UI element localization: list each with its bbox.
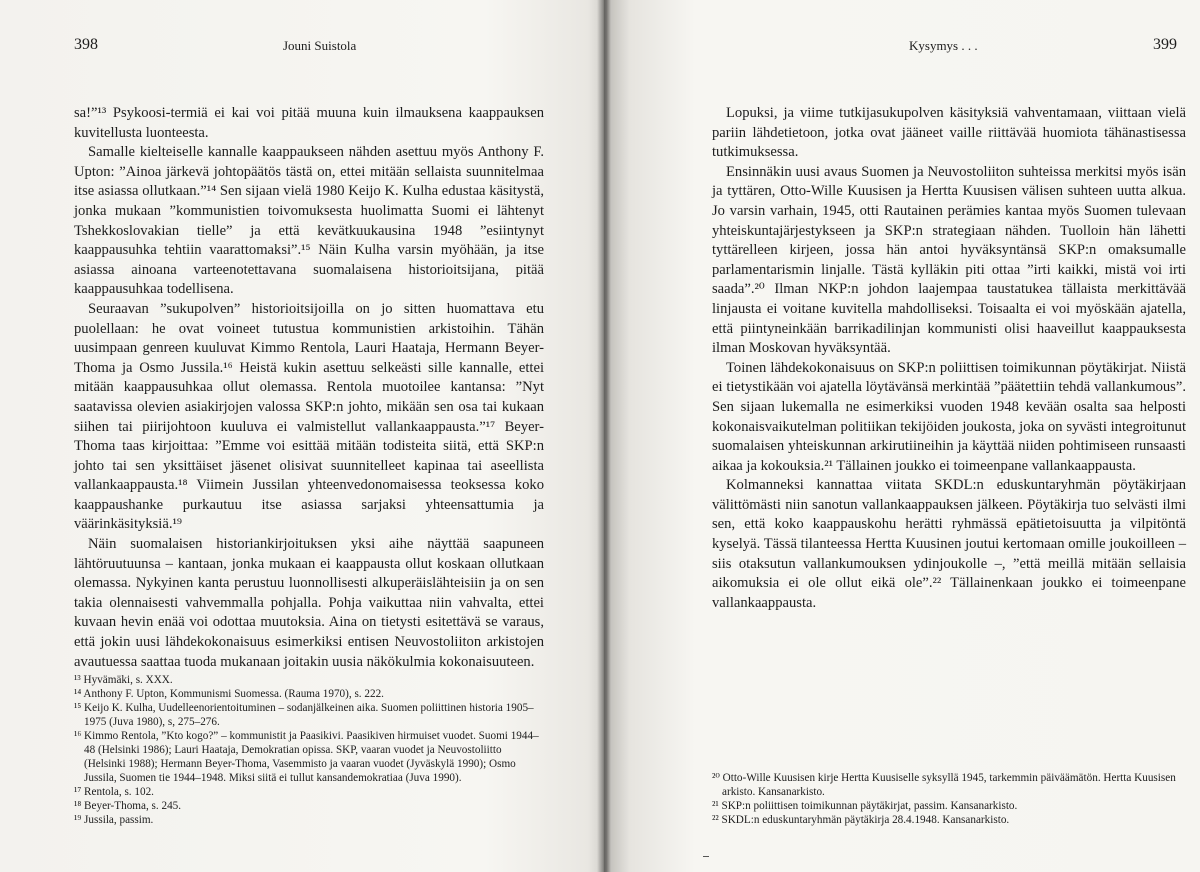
right-running-head: Kysymys . . . [909, 38, 978, 53]
left-paragraph-2: Samalle kielteiselle kannalle kaappaukseen nähden asettuu myös Anthony F. Upton: ”Ainoa järkevä johtopäätös tästä on, ettei mitään sellaista suunnitelmaa itse asiassa ollutkaan.”¹⁴ Sen sijaan vielä 1980 Keijo K. Kulha edustaa käsitystä, jonka mukaan ”kommunistien toivomuksesta huolimatta Suomi ei lähtenyt Tshekkoslovakian tielle” ja että kevätkuukausina 1948 ”esiintynyt kaappausuhka tehtiin vaarattomaksi”.¹⁵ Näin Kulha varsin myöhään, ja itse asiassa ainoana varteenotettavana suomalaisena historioitsijana, pitää kaappausuhkaa todellisena. [74, 144, 544, 298]
stray-mark [703, 856, 709, 857]
footnote-13: ¹³ Hyvämäki, s. XXX. [74, 674, 173, 686]
footnote-20: ²⁰ Otto-Wille Kuusisen kirje Hertta Kuusiselle syksyllä 1945, tarkemmin päiväämätön. Hertta Kuusisen arkisto. Kansanarkisto. [712, 772, 1176, 798]
footnote-18: ¹⁸ Beyer-Thoma, s. 245. [74, 800, 182, 812]
left-running-head: Jouni Suistola [283, 38, 357, 53]
footnote-14: ¹⁴ Anthony F. Upton, Kommunismi Suomessa. (Rauma 1970), s. 222. [74, 688, 384, 700]
right-footnotes [712, 771, 1186, 827]
right-page [606, 0, 1200, 872]
left-paragraph-1: sa!”¹³ Psykoosi-termiä ei kai voi pitää muuna kuin ilmauksena kaappauksen kuvitellusta luonteesta. [74, 105, 544, 141]
right-page-number: 399 [1153, 36, 1177, 53]
right-paragraph-3: Toinen lähdekokonaisuus on SKP:n poliittisen toimikunnan pöytäkirjat. Niistä ei tietystikään voi ajatella löytävänsä merkintää ”päätettiin tehdä vallankumous”. Sen sijaan lukemalla ne esimerkiksi vuoden 1948 kevään osalta saa helposti kokonaisvaikutelman politiikan tekijöiden joukosta, joka on syvästi integroitunut suomalaisen yhteiskunnan arkirutiineihin ja käyttää niiden pohtimiseen runsaasti aikaa ja kokouksia.²¹ Tällainen joukko ei toimeenpane vallankaappausta. [712, 359, 1186, 474]
right-paragraph-1: Lopuksi, ja viime tutkijasukupolven käsityksiä vahventamaan, viittaan vielä pariin lähdetietoon, jotka ovat jääneet vaille riittävää huomiota tähänastisessa tutkimuksessa. [712, 105, 1186, 161]
right-body-text [712, 104, 1186, 613]
footnote-16: ¹⁶ Kimmo Rentola, ”Kto kogo?” – kommunistit ja Paasikivi. Paasikiven hirmuiset vuodet. Suomi 1944–48 (Helsinki 1986); Lauri Haataja, Demokratian opissa. SKP, vaaran vuodet ja Neuvostoliitto (Helsinki 1988); Hermann Beyer-Thoma, Vasemmisto ja vaaran vuodet (Jyväskylä 1990); Osmo Jussila, Suomen tie 1944–1948. Miksi siitä ei tullut kansandemokratiaa (Juva 1990). [74, 730, 539, 784]
left-footnotes [74, 673, 544, 827]
left-page-number: 398 [74, 36, 98, 53]
right-paragraph-4: Kolmanneksi kannattaa viitata SKDL:n eduskuntaryhmän pöytäkirjaan välittömästi niin sanotun vallankaappauksen jälkeen. Pöytäkirja tuo selvästi ilmi sen, että koko kaappauskohu herätti ryhmässä epätietoisuutta ja vilpitöntä kyselyä. Tässä tilanteessa Hertta Kuusinen joutui kertomaan omille joukoilleen – siis otaksutun vallankumouksen ydinjoukolle –, ”että meillä mitään sellaisia aikomuksia ei ole ollut eikä ole”.²² Tällainenkaan joukko ei toimeenpane vallankaappausta. [712, 477, 1186, 611]
left-body-text [74, 104, 544, 672]
right-paragraph-2: Ensinnäkin uusi avaus Suomen ja Neuvostoliiton suhteissa merkitsi myös isän ja tyttären, Otto-Wille Kuusisen ja Hertta Kuusisen välisen suhteen uutta alkua. Jo varsin varhain, 1945, otti Rautainen perämies kantaa myös Suomen tulevaan yhteiskuntajärjestykseen ja SKP:n strategiaan nähden. Tuolloin hän lähetti tyttärelleen kirjeen, jossa hän antoi hyväksyntänsä SKP:n omaksumalle parlamentarismin linjalle. Tästä kylläkin piti ottaa ”irti kaikki, mistä voi irti saada”.²⁰ Ilman NKP:n johdon laajempaa taustatukea tällaista merkittävää linjausta ei voitane kuvitella mahdolliseksi. Toisaalta ei voi myöskään ajatella, että piintyneinkään barrikadilinjan kommunisti olisi haaveillut kaappauksesta ilman Moskovan hyväksyntää. [712, 163, 1186, 357]
left-paragraph-4: Näin suomalaisen historiankirjoituksen yksi aihe näyttää saapuneen lähtöruutuunsa – kantaan, jonka mukaan ei kaappausta ollut koskaan ollutkaan olemassa. Nykyinen kanta perustuu luonnollisesti alkuperäislähteisiin ja on sen takia olennaisesti vahvemmalla pohjalla. Pohja vaikuttaa niin vahvalta, ettei kuvaan hevin enää voi odottaa muutoksia. Aina on tietysti esitettävä se varaus, että jokin uusi lähdekokonaisuus esimerkiksi entisen Neuvostoliiton arkistojen avautuessa saattaa tuoda mukanaan joitakin uusia näkökulmia kokonaisuuteen. [74, 536, 544, 670]
footnote-22: ²² SKDL:n eduskuntaryhmän päytäkirja 28.4.1948. Kansanarkisto. [712, 814, 1010, 826]
left-paragraph-3: Seuraavan ”sukupolven” historioitsijoilla on jo sitten huomattava etu puolellaan: he ovat voineet tutustua kommunistien arkistoihin. Tähän uusimpaan genreen kuuluvat Kimmo Rentola, Lauri Haataja, Hermann Beyer-Thoma ja Osmo Jussila.¹⁶ Heistä kukin asettuu selkeästi sille kannalle, ettei mitään kaappausuhkaa ollut olemassa. Rentola muotoilee kantansa: ”Nyt saatavissa olevien asiakirjojen valossa SKP:n johto, mikään sen osa tai kukaan siihen tai piirijohtoon kuuluva ei valmistellut vallankaappausta.”¹⁷ Beyer-Thoma taas kirjoittaa: ”Emme voi esittää mitään todisteita siitä, että SKP:n johto tai sen yksittäiset jäsenet olisivat suunnitelleet kapinaa tai aseellista vallankaappausta.¹⁸ Viimein Jussilan yhteenvedonomaisessa teoksessa koko kaappaushanke purkautuu itse asiassa sarjaksi yhteensattumia ja väärinkäsityksiä.¹⁹ [74, 300, 544, 533]
footnote-19: ¹⁹ Jussila, passim. [74, 814, 154, 826]
footnote-21: ²¹ SKP:n poliittisen toimikunnan päytäkirjat, passim. Kansanarkisto. [712, 800, 1018, 812]
book-gutter [597, 0, 611, 872]
footnote-17: ¹⁷ Rentola, s. 102. [74, 786, 154, 798]
footnote-15: ¹⁵ Keijo K. Kulha, Uudelleenorientoituminen – sodanjälkeinen aika. Suomen poliittinen historia 1905–1975 (Juva 1980), s, 275–276. [74, 702, 534, 728]
